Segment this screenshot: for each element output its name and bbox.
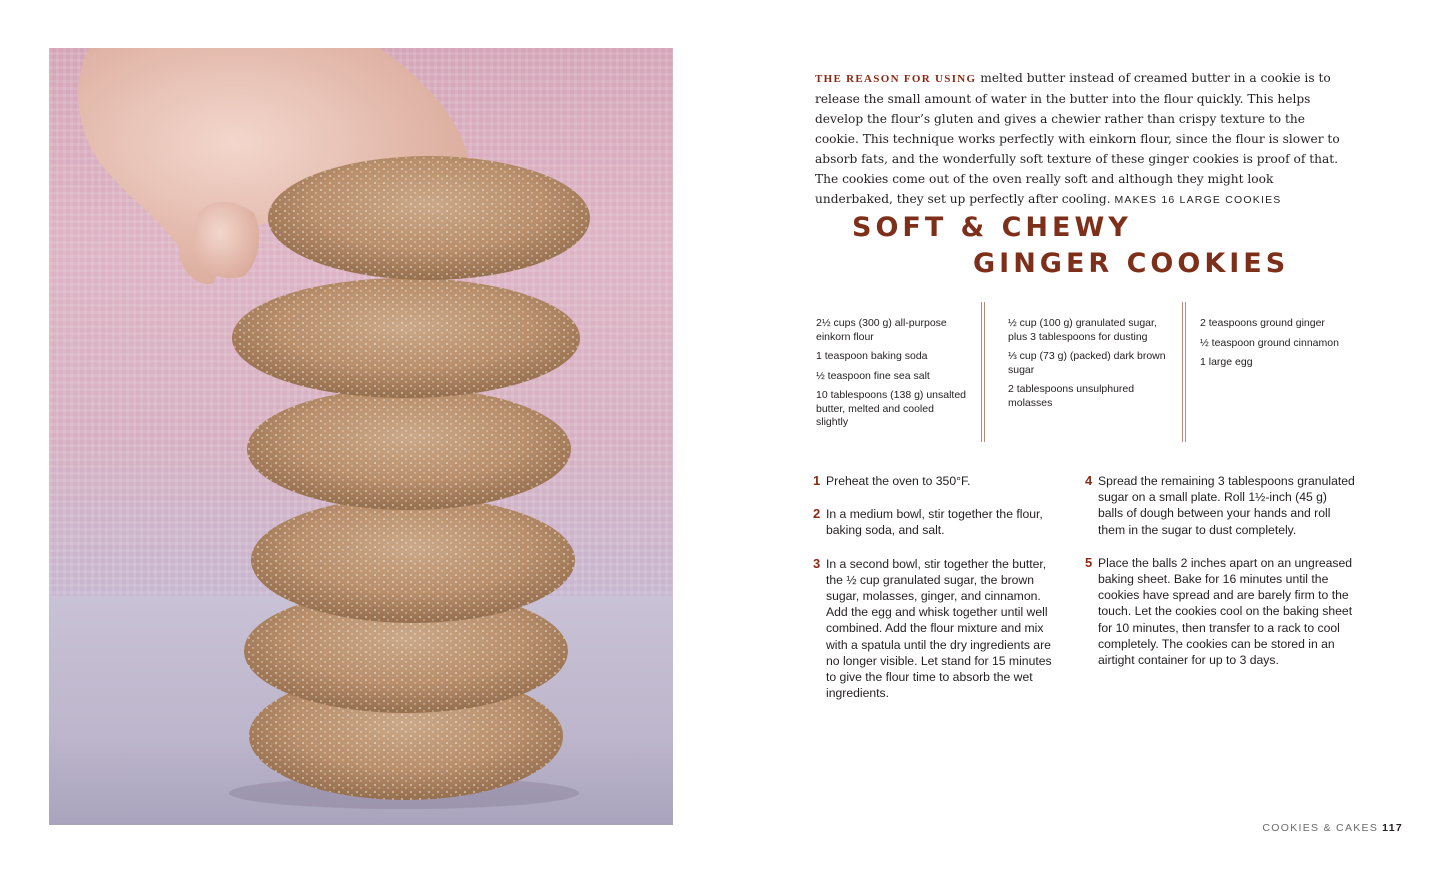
step-1	[813, 473, 1058, 489]
page-footer	[1262, 822, 1403, 834]
cookie-stack-photo	[49, 48, 673, 825]
cookie-stack-illustration	[49, 48, 673, 825]
ingredient: 2½ cups (300 g) all-purpose einkorn flour	[816, 317, 947, 343]
ingredient: 2 tablespoons unsulphured molasses	[1008, 383, 1135, 409]
ingredients-column-3	[1200, 317, 1370, 376]
ingredient: 10 tablespoons (138 g) unsalted butter, melted and cooled slightly	[816, 389, 967, 428]
ingredient: 2 teaspoons ground ginger	[1200, 317, 1325, 329]
cookie-1	[268, 156, 590, 280]
step-text: Place the balls 2 inches apart on an ungreased baking sheet. Bake for 16 minutes until the cookies have spread and are barely firm to the touch. Let the cookies cool on the baking sheet for 10 minutes, then transfer to a rack to cool completely. The cookies can be stored in an airtight container for up to 3 days.	[1098, 555, 1353, 668]
step-number: 5	[1085, 554, 1093, 570]
column-divider	[981, 302, 985, 442]
step-number: 2	[813, 506, 821, 522]
step-text: In a second bowl, stir together the butter, the ½ cup granulated sugar, the brown sugar, molasses, ginger, and cinnamon. Add the egg and whisk together until well combined. Add the flour mixture and mix with a spatula until the dry ingredients are no longer visible. Let stand for 15 minutes to give the flour time to absorb the wet ingredients.	[826, 556, 1052, 701]
ingredient: ⅓ cup (73 g) (packed) dark brown sugar	[1008, 350, 1166, 376]
cookie-2	[232, 278, 580, 398]
step-2	[813, 506, 1058, 538]
cookie-3	[247, 388, 571, 510]
yield: MAKES 16 LARGE COOKIES	[1114, 194, 1282, 206]
step-number: 3	[813, 555, 821, 571]
ingredient: ½ teaspoon ground cinnamon	[1200, 336, 1339, 349]
steps-left-column	[813, 473, 1058, 718]
ingredient: 1 large egg	[1200, 356, 1253, 368]
step-text: Spread the remaining 3 tablespoons granulated sugar on a small plate. Roll 1½-inch (45 g) balls of dough between your hands and roll them in the sugar to dust completely.	[1098, 474, 1355, 537]
ingredient: 1 teaspoon baking soda	[816, 350, 928, 362]
thumb	[194, 202, 259, 278]
cookie-4	[251, 497, 575, 623]
ingredient: ½ cup (100 g) granulated sugar, plus 3 tablespoons for dusting	[1008, 317, 1157, 343]
step-number: 4	[1085, 473, 1093, 488]
intro-body: melted butter instead of creamed butter in a cookie is to release the small amount of water in the butter into the flour quickly. This helps develop the flour’s gluten and gives a chewier rather than crispy texture to the cookie. This technique works perfectly with einkorn flour, since the flour is slower to absorb fats, and the wonderfully soft texture of these ginger cookies is proof of that. The cookies come out of the oven really soft and although they might look underbaked, they set up perfectly after cooling.	[815, 71, 1340, 206]
page-number: 117	[1382, 822, 1403, 834]
step-text: In a medium bowl, stir together the flour, baking soda, and salt.	[826, 507, 1043, 538]
recipe-title-line-1: SOFT & CHEWY	[852, 212, 1132, 243]
steps-right-column	[1085, 473, 1355, 685]
column-divider	[1182, 302, 1186, 442]
step-5	[1085, 555, 1355, 668]
step-3	[813, 556, 1058, 702]
ingredients-column-2	[1008, 317, 1168, 416]
recipe-title-line-2: GINGER COOKIES	[973, 248, 1290, 279]
step-text: Preheat the oven to 350°F.	[826, 474, 971, 488]
ingredients-column-1	[816, 317, 968, 436]
step-4	[1085, 473, 1355, 538]
intro-paragraph	[815, 68, 1345, 210]
step-number: 1	[813, 473, 821, 488]
ingredient: ½ teaspoon fine sea salt	[816, 369, 930, 382]
section-name: COOKIES & CAKES	[1262, 822, 1379, 834]
intro-lead: THE REASON FOR USING	[815, 73, 977, 85]
